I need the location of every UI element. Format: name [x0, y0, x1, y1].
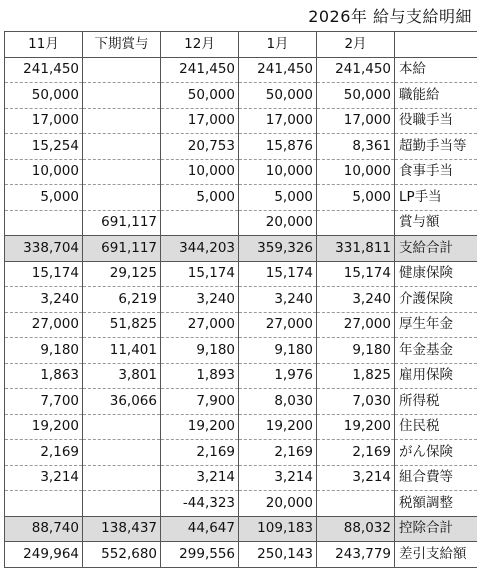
earnings-row [5, 108, 477, 134]
item-label: 住民税 [395, 414, 477, 440]
amount-cell: 691,117 [83, 210, 161, 236]
amount-cell: 1,863 [5, 363, 83, 389]
amount-cell: 331,811 [317, 236, 395, 262]
deductions-row [5, 491, 477, 517]
payslip-table [4, 31, 477, 568]
column-header: 12月 [161, 32, 239, 58]
amount-cell [83, 83, 161, 109]
amount-cell: 7,030 [317, 389, 395, 415]
item-label: 年金基金 [395, 338, 477, 364]
amount-cell: 241,450 [239, 57, 317, 83]
amount-cell: 29,125 [83, 261, 161, 287]
item-label: 賞与額 [395, 210, 477, 236]
amount-cell: 9,180 [239, 338, 317, 364]
amount-cell: 109,183 [239, 516, 317, 542]
amount-cell: 27,000 [239, 312, 317, 338]
amount-cell: 5,000 [317, 185, 395, 211]
item-label: LP手当 [395, 185, 477, 211]
item-label: 所得税 [395, 389, 477, 415]
amount-cell: 9,180 [5, 338, 83, 364]
amount-cell: 2,169 [317, 440, 395, 466]
amount-cell: 7,700 [5, 389, 83, 415]
amount-cell: 10,000 [5, 159, 83, 185]
amount-cell: 8,030 [239, 389, 317, 415]
amount-cell: 2,169 [161, 440, 239, 466]
amount-cell: 15,174 [239, 261, 317, 287]
amount-cell: 9,180 [161, 338, 239, 364]
amount-cell: 5,000 [239, 185, 317, 211]
amount-cell: 6,219 [83, 287, 161, 313]
item-label: 職能給 [395, 83, 477, 109]
amount-cell: 17,000 [239, 108, 317, 134]
deductions-total-row [5, 516, 477, 542]
amount-cell: 50,000 [161, 83, 239, 109]
earnings-row [5, 83, 477, 109]
amount-cell: 3,240 [5, 287, 83, 313]
amount-cell: 3,214 [239, 465, 317, 491]
deductions-row [5, 414, 477, 440]
earnings-row [5, 57, 477, 83]
amount-cell [83, 57, 161, 83]
column-header: 下期賞与 [83, 32, 161, 58]
item-label: 組合費等 [395, 465, 477, 491]
deductions-row [5, 312, 477, 338]
amount-cell [83, 185, 161, 211]
item-label: 食事手当 [395, 159, 477, 185]
amount-cell: 241,450 [317, 57, 395, 83]
amount-cell: 44,647 [161, 516, 239, 542]
item-label: 支給合計 [395, 236, 477, 262]
amount-cell [83, 491, 161, 517]
amount-cell [83, 440, 161, 466]
amount-cell: 1,825 [317, 363, 395, 389]
amount-cell: 241,450 [5, 57, 83, 83]
column-header: 1月 [239, 32, 317, 58]
amount-cell: 51,825 [83, 312, 161, 338]
header-row [5, 32, 477, 58]
item-label: 健康保険 [395, 261, 477, 287]
amount-cell: 15,254 [5, 134, 83, 160]
item-label: 介護保険 [395, 287, 477, 313]
amount-cell: 344,203 [161, 236, 239, 262]
amount-cell: 15,174 [161, 261, 239, 287]
amount-cell: 243,779 [317, 542, 395, 568]
document-title: 2026年 給与支給明細 [308, 7, 472, 26]
amount-cell [83, 465, 161, 491]
earnings-total-row [5, 236, 477, 262]
deductions-row [5, 338, 477, 364]
amount-cell [317, 210, 395, 236]
amount-cell: 691,117 [83, 236, 161, 262]
item-label: 超勤手当等 [395, 134, 477, 160]
amount-cell: 19,200 [239, 414, 317, 440]
amount-cell: 7,900 [161, 389, 239, 415]
amount-cell: 36,066 [83, 389, 161, 415]
amount-cell [83, 108, 161, 134]
amount-cell: 19,200 [317, 414, 395, 440]
amount-cell: 5,000 [161, 185, 239, 211]
amount-cell: 19,200 [161, 414, 239, 440]
amount-cell: 27,000 [161, 312, 239, 338]
amount-cell: 3,214 [5, 465, 83, 491]
amount-cell: 10,000 [239, 159, 317, 185]
amount-cell: 17,000 [161, 108, 239, 134]
amount-cell: 20,000 [239, 210, 317, 236]
earnings-row [5, 185, 477, 211]
earnings-row [5, 159, 477, 185]
amount-cell: 15,174 [317, 261, 395, 287]
item-label: 差引支給額 [395, 542, 477, 568]
amount-cell: 10,000 [317, 159, 395, 185]
amount-cell: -44,323 [161, 491, 239, 517]
amount-cell: 2,169 [239, 440, 317, 466]
deductions-row [5, 287, 477, 313]
amount-cell: 3,240 [239, 287, 317, 313]
amount-cell: 3,240 [161, 287, 239, 313]
amount-cell: 250,143 [239, 542, 317, 568]
amount-cell [83, 134, 161, 160]
amount-cell [5, 210, 83, 236]
amount-cell: 3,240 [317, 287, 395, 313]
earnings-row [5, 210, 477, 236]
amount-cell: 249,964 [5, 542, 83, 568]
item-label: 厚生年金 [395, 312, 477, 338]
deductions-row [5, 465, 477, 491]
amount-cell: 359,326 [239, 236, 317, 262]
amount-cell: 241,450 [161, 57, 239, 83]
amount-cell: 11,401 [83, 338, 161, 364]
amount-cell: 3,801 [83, 363, 161, 389]
amount-cell: 88,032 [317, 516, 395, 542]
amount-cell: 20,753 [161, 134, 239, 160]
amount-cell [83, 414, 161, 440]
amount-cell: 17,000 [5, 108, 83, 134]
amount-cell: 88,740 [5, 516, 83, 542]
amount-cell [161, 210, 239, 236]
amount-cell: 1,976 [239, 363, 317, 389]
amount-cell: 50,000 [5, 83, 83, 109]
amount-cell [317, 491, 395, 517]
amount-cell: 299,556 [161, 542, 239, 568]
item-label: 税額調整 [395, 491, 477, 517]
amount-cell [83, 159, 161, 185]
amount-cell: 138,437 [83, 516, 161, 542]
deductions-row [5, 261, 477, 287]
amount-cell: 5,000 [5, 185, 83, 211]
amount-cell: 15,876 [239, 134, 317, 160]
column-header: 11月 [5, 32, 83, 58]
amount-cell: 50,000 [239, 83, 317, 109]
deductions-row [5, 440, 477, 466]
net-pay-row [5, 542, 477, 568]
deductions-row [5, 363, 477, 389]
item-label: 控除合計 [395, 516, 477, 542]
amount-cell: 19,200 [5, 414, 83, 440]
amount-cell: 27,000 [317, 312, 395, 338]
column-header [395, 32, 477, 58]
item-label: がん保険 [395, 440, 477, 466]
payslip-table-body [5, 32, 477, 568]
amount-cell: 9,180 [317, 338, 395, 364]
earnings-row [5, 134, 477, 160]
deductions-row [5, 389, 477, 415]
amount-cell: 10,000 [161, 159, 239, 185]
amount-cell: 552,680 [83, 542, 161, 568]
amount-cell: 17,000 [317, 108, 395, 134]
amount-cell: 27,000 [5, 312, 83, 338]
item-label: 雇用保険 [395, 363, 477, 389]
amount-cell: 15,174 [5, 261, 83, 287]
amount-cell: 2,169 [5, 440, 83, 466]
amount-cell: 50,000 [317, 83, 395, 109]
amount-cell: 3,214 [317, 465, 395, 491]
column-header: 2月 [317, 32, 395, 58]
item-label: 役職手当 [395, 108, 477, 134]
amount-cell [5, 491, 83, 517]
amount-cell: 1,893 [161, 363, 239, 389]
amount-cell: 8,361 [317, 134, 395, 160]
amount-cell: 338,704 [5, 236, 83, 262]
item-label: 本給 [395, 57, 477, 83]
amount-cell: 3,214 [161, 465, 239, 491]
amount-cell: 20,000 [239, 491, 317, 517]
